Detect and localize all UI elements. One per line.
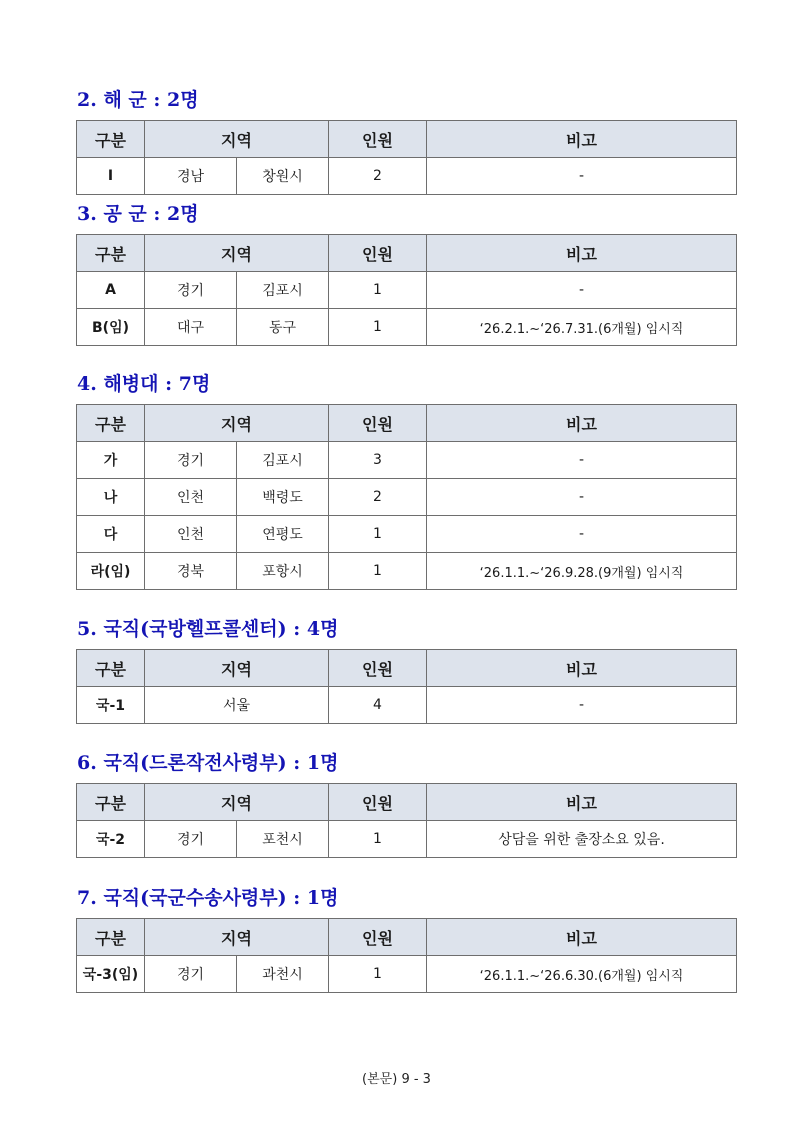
cell-remarks: - (427, 442, 737, 479)
cell-city: 과천시 (237, 956, 329, 993)
table-row (77, 272, 737, 309)
marines-table (76, 404, 737, 590)
header-category: 구분 (77, 121, 145, 158)
table-row (77, 309, 737, 346)
header-category: 구분 (77, 235, 145, 272)
header-category: 구분 (77, 650, 145, 687)
section-title: 2. 해 군 : 2명 (77, 89, 199, 111)
cell-headcount: 1 (329, 516, 427, 553)
helpcall-table (76, 649, 737, 724)
cell-remarks: - (427, 272, 737, 309)
header-headcount: 인원 (329, 121, 427, 158)
cell-headcount: 1 (329, 821, 427, 858)
cell-province: 경북 (145, 553, 237, 590)
cell-headcount: 3 (329, 442, 427, 479)
cell-category: I (77, 158, 145, 195)
cell-category: A (77, 272, 145, 309)
section-airforce (76, 202, 736, 346)
cell-remarks: ‘26.1.1.~‘26.9.28.(9개월) 임시직 (427, 553, 737, 590)
section-drone-command (76, 751, 736, 858)
cell-category: 다 (77, 516, 145, 553)
table-header-row (77, 121, 737, 158)
cell-city: 김포시 (237, 272, 329, 309)
cell-province: 경남 (145, 158, 237, 195)
header-category: 구분 (77, 919, 145, 956)
cell-province: 대구 (145, 309, 237, 346)
cell-city: 포항시 (237, 553, 329, 590)
cell-remarks: - (427, 479, 737, 516)
header-region: 지역 (145, 235, 329, 272)
table-row (77, 821, 737, 858)
section-helpcall-center (76, 617, 736, 724)
cell-headcount: 1 (329, 553, 427, 590)
header-headcount: 인원 (329, 405, 427, 442)
table-row (77, 442, 737, 479)
page-number: (본문) 9 - 3 (362, 1072, 431, 1087)
cell-category: 국-3(임) (77, 956, 145, 993)
cell-headcount: 2 (329, 479, 427, 516)
section-navy (76, 88, 736, 195)
cell-category: B(임) (77, 309, 145, 346)
header-region: 지역 (145, 650, 329, 687)
cell-category: 나 (77, 479, 145, 516)
section-title: 4. 해병대 : 7명 (77, 373, 211, 395)
cell-headcount: 1 (329, 309, 427, 346)
cell-province: 인천 (145, 479, 237, 516)
table-row (77, 553, 737, 590)
table-row (77, 956, 737, 993)
cell-remarks: - (427, 516, 737, 553)
table-header-row (77, 784, 737, 821)
cell-province: 경기 (145, 272, 237, 309)
header-remarks: 비고 (427, 784, 737, 821)
header-remarks: 비고 (427, 650, 737, 687)
table-header-row (77, 405, 737, 442)
table-row (77, 479, 737, 516)
cell-city: 연평도 (237, 516, 329, 553)
header-remarks: 비고 (427, 235, 737, 272)
cell-headcount: 4 (329, 687, 427, 724)
cell-remarks: 상담을 위한 출장소요 있음. (427, 821, 737, 858)
cell-city: 동구 (237, 309, 329, 346)
cell-city: 백령도 (237, 479, 329, 516)
section-title: 7. 국직(국군수송사령부) : 1명 (77, 887, 339, 909)
navy-table (76, 120, 737, 195)
cell-headcount: 1 (329, 272, 427, 309)
header-remarks: 비고 (427, 919, 737, 956)
header-region: 지역 (145, 405, 329, 442)
cell-headcount: 2 (329, 158, 427, 195)
transport-command-table (76, 918, 737, 993)
header-headcount: 인원 (329, 919, 427, 956)
cell-category: 국-2 (77, 821, 145, 858)
table-header-row (77, 235, 737, 272)
header-region: 지역 (145, 919, 329, 956)
cell-province: 인천 (145, 516, 237, 553)
section-title: 6. 국직(드론작전사령부) : 1명 (77, 752, 339, 774)
cell-province: 경기 (145, 442, 237, 479)
header-region: 지역 (145, 784, 329, 821)
header-headcount: 인원 (329, 784, 427, 821)
cell-category: 가 (77, 442, 145, 479)
cell-category: 국-1 (77, 687, 145, 724)
header-remarks: 비고 (427, 405, 737, 442)
header-region: 지역 (145, 121, 329, 158)
section-marines (76, 372, 736, 590)
header-remarks: 비고 (427, 121, 737, 158)
cell-remarks: ‘26.1.1.~‘26.6.30.(6개월) 임시직 (427, 956, 737, 993)
cell-city: 포천시 (237, 821, 329, 858)
cell-province: 경기 (145, 821, 237, 858)
cell-headcount: 1 (329, 956, 427, 993)
section-transport-command (76, 886, 736, 993)
drone-command-table (76, 783, 737, 858)
cell-remarks: - (427, 687, 737, 724)
table-header-row (77, 919, 737, 956)
section-title: 3. 공 군 : 2명 (77, 203, 199, 225)
cell-city: 김포시 (237, 442, 329, 479)
cell-category: 라(임) (77, 553, 145, 590)
header-headcount: 인원 (329, 650, 427, 687)
cell-city: 창원시 (237, 158, 329, 195)
section-title: 5. 국직(국방헬프콜센터) : 4명 (77, 618, 339, 640)
cell-province: 경기 (145, 956, 237, 993)
header-headcount: 인원 (329, 235, 427, 272)
table-row (77, 516, 737, 553)
airforce-table (76, 234, 737, 346)
table-row (77, 687, 737, 724)
header-category: 구분 (77, 405, 145, 442)
header-category: 구분 (77, 784, 145, 821)
cell-region: 서울 (145, 687, 329, 724)
table-row (77, 158, 737, 195)
table-header-row (77, 650, 737, 687)
cell-remarks: ‘26.2.1.~‘26.7.31.(6개월) 임시직 (427, 309, 737, 346)
cell-remarks: - (427, 158, 737, 195)
